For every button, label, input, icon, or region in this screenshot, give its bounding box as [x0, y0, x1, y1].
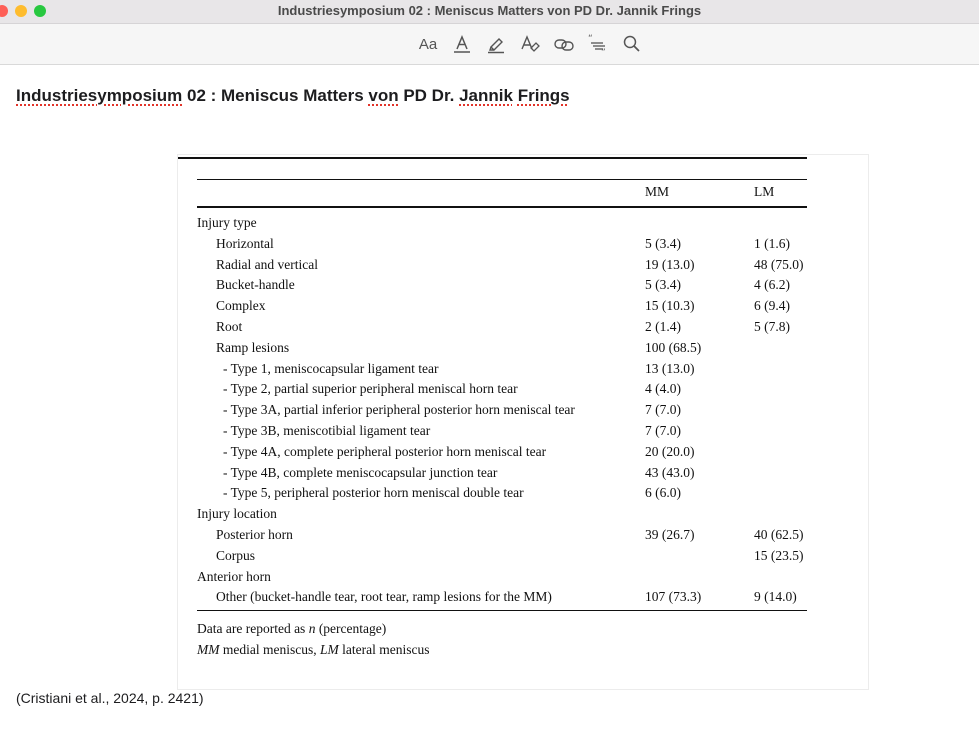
text-style-icon[interactable] [518, 32, 542, 56]
table-row [178, 485, 868, 505]
row-label: Injury type [197, 215, 257, 230]
row-label: Anterior horn [197, 568, 271, 584]
table-row [178, 257, 868, 277]
highlight-icon[interactable] [484, 32, 508, 56]
title-word: PD Dr. [398, 86, 460, 105]
cell-mm: 2 (1.4) [645, 319, 681, 334]
table-row [178, 298, 868, 318]
row-label: Radial and vertical [216, 256, 318, 272]
title-word: von [368, 86, 399, 105]
table-row [178, 319, 868, 339]
cell-mm: 6 (6.0) [645, 485, 681, 501]
title-word: Frings [517, 86, 570, 105]
table-row [178, 444, 868, 464]
document-title [16, 86, 570, 106]
toolbar [0, 24, 979, 65]
cell-mm: 5 (3.4) [645, 235, 681, 251]
window-title: Industriesymposium 02 : Meniscus Matters von PD Dr. Jannik Frings [277, 3, 702, 18]
quote-list-icon[interactable] [586, 32, 610, 56]
row-label: Horizontal [216, 235, 274, 251]
table-header-rule [197, 179, 807, 180]
row-label: Injury location [197, 506, 277, 522]
table-row [178, 423, 868, 443]
cell-lm: 1 (1.6) [754, 235, 790, 251]
table-row [178, 381, 868, 401]
cell-mm: 19 (13.0) [645, 256, 695, 272]
table-row [178, 548, 868, 568]
title-word: Industriesymposium [16, 86, 183, 105]
svg-text:“: “ [588, 34, 593, 44]
title-bar [0, 0, 979, 24]
row-label: - Type 5, peripheral posterior horn meniscal double tear [223, 485, 524, 501]
row-label: Complex [216, 298, 266, 314]
cell-mm: 7 (7.0) [645, 402, 681, 418]
cell-mm: 20 (20.0) [645, 443, 695, 459]
cell-lm: 40 (62.5) [754, 527, 804, 542]
row-label: - Type 2, partial superior peripheral meniscal horn tear [223, 381, 518, 397]
table-row [178, 361, 868, 381]
table-row [178, 236, 868, 256]
row-label: - Type 4A, complete peripheral posterior horn meniscal tear [223, 443, 547, 459]
cell-mm: 107 (73.3) [645, 589, 702, 605]
cell-mm: 100 (68.5) [645, 339, 702, 355]
table-figure [177, 154, 869, 690]
row-label: Bucket-handle [216, 277, 295, 293]
cell-lm: 6 (9.4) [754, 298, 790, 314]
column-header-mm: MM [645, 184, 670, 199]
table-row [178, 277, 868, 297]
cell-lm: 15 (23.5) [754, 547, 804, 563]
row-label: Other (bucket-handle tear, root tear, ramp lesions for the MM) [216, 589, 552, 605]
table-row [178, 506, 868, 526]
cell-lm: 48 (75.0) [754, 256, 804, 272]
table-bottom-rule [197, 610, 807, 611]
cell-mm: 7 (7.0) [645, 423, 681, 438]
svg-text:”: ” [601, 48, 606, 55]
row-label: Root [216, 319, 243, 334]
text-color-icon[interactable] [450, 32, 474, 56]
cell-mm: 5 (3.4) [645, 277, 681, 293]
cell-lm: 9 (14.0) [754, 589, 797, 605]
table-row [178, 569, 868, 589]
row-label: - Type 3A, partial inferior peripheral posterior horn meniscal tear [223, 402, 575, 418]
cell-mm: 39 (26.7) [645, 527, 695, 542]
search-icon[interactable] [620, 32, 644, 56]
table-row [178, 589, 868, 609]
table-row [178, 527, 868, 547]
row-label: - Type 1, meniscocapsular ligament tear [223, 360, 439, 376]
row-label: - Type 3B, meniscotibial ligament tear [223, 423, 431, 438]
cell-mm: 13 (13.0) [645, 360, 695, 376]
table-footnote-1: Data are reported as n (percentage) [197, 621, 387, 636]
column-header-lm: LM [754, 184, 775, 199]
row-label: - Type 4B, complete meniscocapsular junction tear [223, 464, 498, 480]
cell-lm: 4 (6.2) [754, 277, 790, 293]
table-row [178, 340, 868, 360]
row-label: Posterior horn [216, 527, 293, 542]
cell-mm: 4 (4.0) [645, 381, 681, 397]
row-label: Corpus [216, 547, 256, 563]
title-word: Jannik [459, 86, 513, 105]
table-top-rule [178, 157, 807, 159]
title-word: 02 : Meniscus Matters [182, 86, 369, 105]
cell-mm: 15 (10.3) [645, 298, 695, 314]
row-label: Ramp lesions [216, 339, 290, 355]
cell-lm: 5 (7.8) [754, 319, 790, 334]
table-row [178, 402, 868, 422]
citation: (Cristiani et al., 2024, p. 2421) [16, 690, 204, 706]
link-icon[interactable] [552, 32, 576, 56]
cell-mm: 43 (43.0) [645, 464, 695, 480]
table-row [178, 215, 868, 235]
table-footnote-2: MM medial meniscus, LM lateral meniscus [197, 642, 430, 657]
table-row [178, 465, 868, 485]
table-header-bottom-rule [197, 206, 807, 208]
font-icon[interactable]: Aa [418, 35, 438, 53]
